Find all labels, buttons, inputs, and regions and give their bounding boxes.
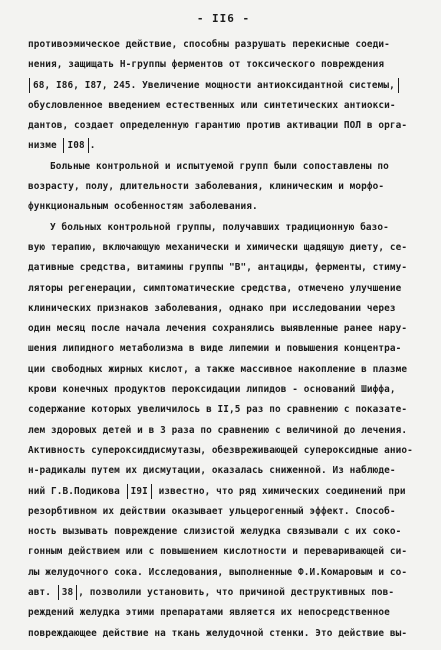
text-line — [28, 339, 419, 359]
text-line — [28, 238, 419, 258]
text-segment: нения, защищать Н-группы ферментов от токсического повреждения — [28, 59, 385, 71]
text-line — [28, 177, 419, 197]
text-line — [28, 360, 419, 380]
text-line — [28, 542, 419, 562]
text-line — [28, 441, 419, 461]
text-segment: реждений желудка этими препаратами является их непосредственное — [28, 607, 390, 619]
citation-reference: I9I — [127, 484, 152, 499]
text-segment: шения липидного метаболизма в виде липемии и повышения концентра- — [28, 343, 402, 355]
text-segment: , позволили установить, что причиной деструктивных пов- — [78, 587, 395, 599]
text-line — [28, 380, 419, 400]
text-segment: лы желудочного сока. Исследования, выполненные Ф.И.Комаровым и со- — [28, 566, 408, 578]
text-segment: обусловленное введением естественных или синтетических антиокси- — [28, 99, 396, 111]
text-segment: ность вызывать повреждение слизистой желудка связывали с их соко- — [28, 526, 402, 538]
text-segment: Активность супероксиддисмутазы, обезвреживающей супероксидные анио- — [28, 444, 413, 456]
text-segment: . — [89, 140, 96, 152]
text-line — [28, 603, 419, 623]
text-line — [28, 624, 419, 644]
text-segment: крови конечных продуктов пероксидации липидов - оснований Шиффа, — [28, 384, 396, 396]
text-segment: ний Г.В.Подикова — [28, 485, 126, 497]
text-line — [28, 96, 419, 116]
text-segment: дантов, создает определенную гарантию против активации ПОЛ в орга- — [28, 120, 408, 132]
text-line — [28, 35, 419, 55]
citation-reference: I08 — [63, 138, 88, 153]
text-line — [28, 55, 419, 75]
text-segment: У больных контрольной группы, получавших традиционную базо- — [50, 221, 389, 233]
text-segment: резорбтивном их действии оказывает ульцерогенный эффект. Способ- — [28, 505, 396, 517]
text-line — [28, 279, 419, 299]
text-segment: возрасту, полу, длительности заболевания, клиническим и морфо- — [28, 181, 385, 193]
citation-reference: 68, I86, I87, 245 — [29, 78, 131, 93]
text-segment: н-радикалы путем их дисмутации, оказалась сниженной. Из наблюде- — [28, 465, 396, 477]
text-segment: лем здоровых детей и в 3 раза по сравнению с величиной до лечения. — [28, 424, 408, 436]
text-segment: ляторы регенерации, симптоматические средства, отмечено улучшение — [28, 282, 402, 294]
text-line — [28, 136, 419, 156]
text-segment: один месяц после начала лечения сохранялись выявленные ранее нару- — [28, 323, 408, 335]
text-line — [28, 157, 419, 177]
text-line — [28, 482, 419, 502]
page-number: - II6 - — [196, 12, 251, 25]
text-segment: содержание которых увеличилось в II,5 раз по сравнению с показате- — [28, 404, 408, 416]
text-segment: противоэмическое действие, способны разрушать перекисные соеди- — [28, 39, 390, 50]
body-text — [28, 35, 419, 644]
text-segment: известно, что ряд химических соединений при — [152, 485, 406, 497]
text-line — [28, 583, 419, 603]
text-line — [28, 319, 419, 339]
text-segment: Больные контрольной и испытуемой групп были сопоставлены по — [50, 160, 389, 172]
text-segment: авт. — [28, 587, 57, 599]
text-segment: вую терапию, включающую механически и химически щадящую диету, се- — [28, 241, 408, 253]
text-segment: повреждающее действие на ткань желудочной стенки. Это действие вы- — [28, 627, 408, 639]
text-line — [28, 218, 419, 238]
text-line — [28, 522, 419, 542]
text-segment: гонным действием или с повышением кислотности и переваривающей си- — [28, 546, 408, 558]
text-line — [28, 421, 419, 441]
text-line — [28, 258, 419, 278]
text-segment: функциональным особенностям заболевания. — [28, 201, 258, 213]
text-line — [28, 299, 419, 319]
text-line — [28, 76, 419, 96]
text-segment: клинических признаков заболевания, однако при исследовании через — [28, 302, 396, 314]
text-segment: ции свободных жирных кислот, а также массивное накопление в плазме — [28, 363, 408, 375]
text-segment: дативные средства, витамины группы "В", антациды, ферменты, стиму- — [28, 262, 408, 274]
text-line — [28, 197, 419, 217]
text-segment: . Увеличение мощности антиоксидантной системы, — [131, 78, 399, 93]
text-line — [28, 116, 419, 136]
text-line — [28, 502, 419, 522]
text-line — [28, 461, 419, 481]
text-segment: низме — [28, 140, 63, 152]
text-line — [28, 563, 419, 583]
text-line — [28, 400, 419, 420]
citation-reference: 38 — [58, 585, 78, 600]
